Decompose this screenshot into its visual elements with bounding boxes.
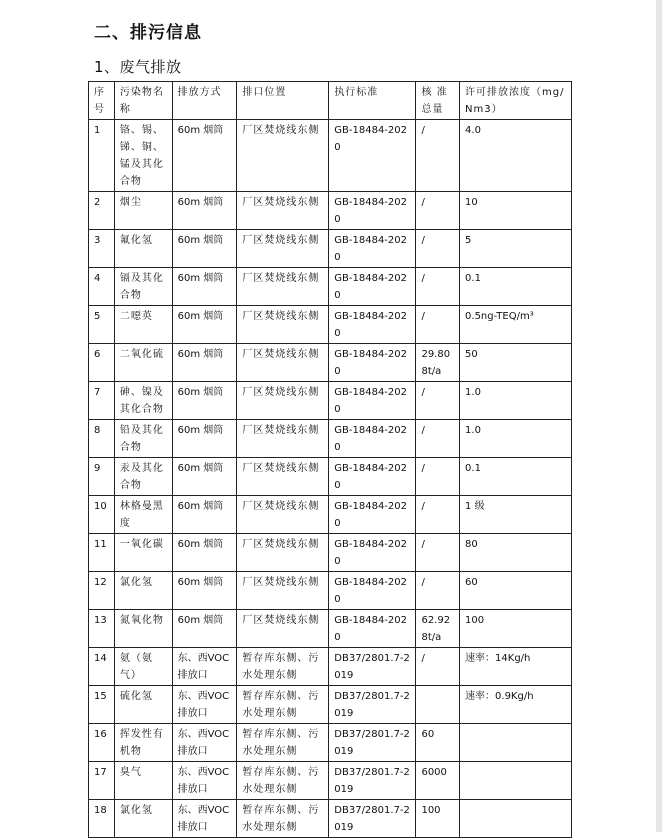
cell-pollutant: 铬、锡、锑、铜、锰及其化合物 <box>114 120 172 192</box>
cell-standard: GB-18484-2020 <box>329 382 416 420</box>
cell-location: 厂区焚烧线东侧 <box>237 382 329 420</box>
cell-standard: GB-18484-2020 <box>329 458 416 496</box>
cell-concentration: 速率：14Kg/h <box>460 648 572 686</box>
cell-concentration: 50 <box>460 344 572 382</box>
cell-location: 厂区焚烧线东侧 <box>237 306 329 344</box>
cell-mode: 东、西VOC排放口 <box>172 648 237 686</box>
cell-total: 62.928t/a <box>416 610 460 648</box>
cell-pollutant: 砷、镍及其化合物 <box>114 382 172 420</box>
cell-standard: DB37/2801.7-2019 <box>329 800 416 838</box>
cell-mode: 60m 烟筒 <box>172 420 237 458</box>
cell-index: 13 <box>89 610 115 648</box>
subsection-title: 1、废气排放 <box>94 58 182 76</box>
cell-mode: 东、西VOC排放口 <box>172 800 237 838</box>
cell-pollutant: 硫化氢 <box>114 686 172 724</box>
cell-location: 暂存库东侧、污水处理东侧 <box>237 762 329 800</box>
cell-pollutant: 氨（氨气） <box>114 648 172 686</box>
cell-mode: 60m 烟筒 <box>172 534 237 572</box>
cell-pollutant: 一氧化碳 <box>114 534 172 572</box>
table-body <box>89 120 572 838</box>
cell-total: / <box>416 572 460 610</box>
cell-pollutant: 烟尘 <box>114 192 172 230</box>
cell-location: 厂区焚烧线东侧 <box>237 344 329 382</box>
cell-total: / <box>416 230 460 268</box>
cell-standard: GB-18484-2020 <box>329 306 416 344</box>
cell-pollutant: 二氧化硫 <box>114 344 172 382</box>
cell-total: 100 <box>416 800 460 838</box>
cell-index: 3 <box>89 230 115 268</box>
cell-mode: 60m 烟筒 <box>172 192 237 230</box>
cell-index: 11 <box>89 534 115 572</box>
cell-index: 18 <box>89 800 115 838</box>
cell-mode: 60m 烟筒 <box>172 496 237 534</box>
cell-total <box>416 686 460 724</box>
cell-index: 9 <box>89 458 115 496</box>
cell-standard: GB-18484-2020 <box>329 268 416 306</box>
cell-concentration: 0.5ng-TEQ/m³ <box>460 306 572 344</box>
cell-index: 14 <box>89 648 115 686</box>
cell-concentration: 5 <box>460 230 572 268</box>
cell-concentration: 80 <box>460 534 572 572</box>
cell-total: / <box>416 458 460 496</box>
table-row <box>89 230 572 268</box>
table-row <box>89 120 572 192</box>
cell-location: 厂区焚烧线东侧 <box>237 572 329 610</box>
table-row <box>89 610 572 648</box>
cell-concentration: 0.1 <box>460 268 572 306</box>
cell-total: / <box>416 534 460 572</box>
cell-mode: 60m 烟筒 <box>172 230 237 268</box>
cell-pollutant: 氟化氢 <box>114 230 172 268</box>
table-row <box>89 724 572 762</box>
cell-concentration: 0.1 <box>460 458 572 496</box>
cell-pollutant: 氯化氢 <box>114 572 172 610</box>
cell-total: 6000 <box>416 762 460 800</box>
cell-standard: GB-18484-2020 <box>329 496 416 534</box>
cell-total: / <box>416 306 460 344</box>
table-row <box>89 382 572 420</box>
cell-standard: GB-18484-2020 <box>329 344 416 382</box>
cell-location: 厂区焚烧线东侧 <box>237 458 329 496</box>
table-row <box>89 268 572 306</box>
header-index: 序号 <box>89 82 115 120</box>
cell-index: 7 <box>89 382 115 420</box>
cell-index: 15 <box>89 686 115 724</box>
cell-index: 8 <box>89 420 115 458</box>
cell-mode: 东、西VOC排放口 <box>172 724 237 762</box>
cell-index: 1 <box>89 120 115 192</box>
cell-concentration <box>460 762 572 800</box>
cell-mode: 60m 烟筒 <box>172 610 237 648</box>
cell-location: 厂区焚烧线东侧 <box>237 496 329 534</box>
cell-location: 厂区焚烧线东侧 <box>237 230 329 268</box>
cell-index: 10 <box>89 496 115 534</box>
cell-mode: 60m 烟筒 <box>172 268 237 306</box>
cell-standard: GB-18484-2020 <box>329 610 416 648</box>
cell-mode: 60m 烟筒 <box>172 382 237 420</box>
cell-standard: GB-18484-2020 <box>329 120 416 192</box>
page-edge <box>656 0 662 832</box>
cell-standard: DB37/2801.7-2019 <box>329 724 416 762</box>
cell-pollutant: 挥发性有机物 <box>114 724 172 762</box>
cell-total: / <box>416 420 460 458</box>
table-row <box>89 762 572 800</box>
cell-location: 厂区焚烧线东侧 <box>237 120 329 192</box>
cell-index: 12 <box>89 572 115 610</box>
cell-concentration: 速率：0.9Kg/h <box>460 686 572 724</box>
cell-standard: GB-18484-2020 <box>329 230 416 268</box>
cell-mode: 60m 烟筒 <box>172 306 237 344</box>
cell-concentration: 1.0 <box>460 420 572 458</box>
header-standard: 执行标准 <box>329 82 416 120</box>
table-header-row <box>89 82 572 120</box>
cell-standard: GB-18484-2020 <box>329 572 416 610</box>
cell-location: 暂存库东侧、污水处理东侧 <box>237 800 329 838</box>
cell-location: 暂存库东侧、污水处理东侧 <box>237 686 329 724</box>
cell-concentration <box>460 724 572 762</box>
cell-standard: DB37/2801.7-2019 <box>329 648 416 686</box>
table-row <box>89 420 572 458</box>
cell-total: / <box>416 382 460 420</box>
table-row <box>89 534 572 572</box>
header-concentration: 许可排放浓度（mg/Nm3） <box>460 82 572 120</box>
cell-total: / <box>416 120 460 192</box>
cell-standard: DB37/2801.7-2019 <box>329 686 416 724</box>
cell-total: / <box>416 496 460 534</box>
cell-pollutant: 铅及其化合物 <box>114 420 172 458</box>
cell-pollutant: 氮氧化物 <box>114 610 172 648</box>
cell-concentration: 4.0 <box>460 120 572 192</box>
header-total: 核 准总量 <box>416 82 460 120</box>
cell-mode: 东、西VOC排放口 <box>172 762 237 800</box>
cell-mode: 东、西VOC排放口 <box>172 686 237 724</box>
table-row <box>89 458 572 496</box>
table-row <box>89 648 572 686</box>
cell-index: 2 <box>89 192 115 230</box>
table-row <box>89 572 572 610</box>
section-title: 二、排污信息 <box>94 23 202 43</box>
cell-standard: GB-18484-2020 <box>329 534 416 572</box>
table-row <box>89 496 572 534</box>
cell-concentration: 1.0 <box>460 382 572 420</box>
cell-standard: GB-18484-2020 <box>329 420 416 458</box>
cell-mode: 60m 烟筒 <box>172 120 237 192</box>
cell-mode: 60m 烟筒 <box>172 344 237 382</box>
header-pollutant: 污染物名称 <box>114 82 172 120</box>
cell-pollutant: 林格曼黑度 <box>114 496 172 534</box>
cell-location: 暂存库东侧、污水处理东侧 <box>237 648 329 686</box>
cell-location: 厂区焚烧线东侧 <box>237 420 329 458</box>
cell-index: 6 <box>89 344 115 382</box>
table-row <box>89 306 572 344</box>
cell-index: 17 <box>89 762 115 800</box>
cell-concentration: 60 <box>460 572 572 610</box>
cell-total: 60 <box>416 724 460 762</box>
cell-index: 4 <box>89 268 115 306</box>
cell-total: / <box>416 192 460 230</box>
cell-standard: GB-18484-2020 <box>329 192 416 230</box>
cell-location: 暂存库东侧、污水处理东侧 <box>237 724 329 762</box>
cell-pollutant: 汞及其化合物 <box>114 458 172 496</box>
cell-mode: 60m 烟筒 <box>172 572 237 610</box>
cell-pollutant: 氯化氢 <box>114 800 172 838</box>
header-mode: 排放方式 <box>172 82 237 120</box>
cell-location: 厂区焚烧线东侧 <box>237 610 329 648</box>
cell-total: / <box>416 648 460 686</box>
emissions-table <box>88 81 572 838</box>
cell-concentration: 100 <box>460 610 572 648</box>
cell-total: 29.808t/a <box>416 344 460 382</box>
cell-index: 5 <box>89 306 115 344</box>
cell-concentration: 10 <box>460 192 572 230</box>
cell-standard: DB37/2801.7-2019 <box>329 762 416 800</box>
cell-pollutant: 臭气 <box>114 762 172 800</box>
header-location: 排口位置 <box>237 82 329 120</box>
cell-pollutant: 镉及其化合物 <box>114 268 172 306</box>
cell-location: 厂区焚烧线东侧 <box>237 268 329 306</box>
cell-mode: 60m 烟筒 <box>172 458 237 496</box>
cell-location: 厂区焚烧线东侧 <box>237 192 329 230</box>
cell-concentration: 1 级 <box>460 496 572 534</box>
table-row <box>89 344 572 382</box>
cell-total: / <box>416 268 460 306</box>
cell-location: 厂区焚烧线东侧 <box>237 534 329 572</box>
table-row <box>89 686 572 724</box>
cell-index: 16 <box>89 724 115 762</box>
cell-pollutant: 二噁英 <box>114 306 172 344</box>
table-row <box>89 192 572 230</box>
